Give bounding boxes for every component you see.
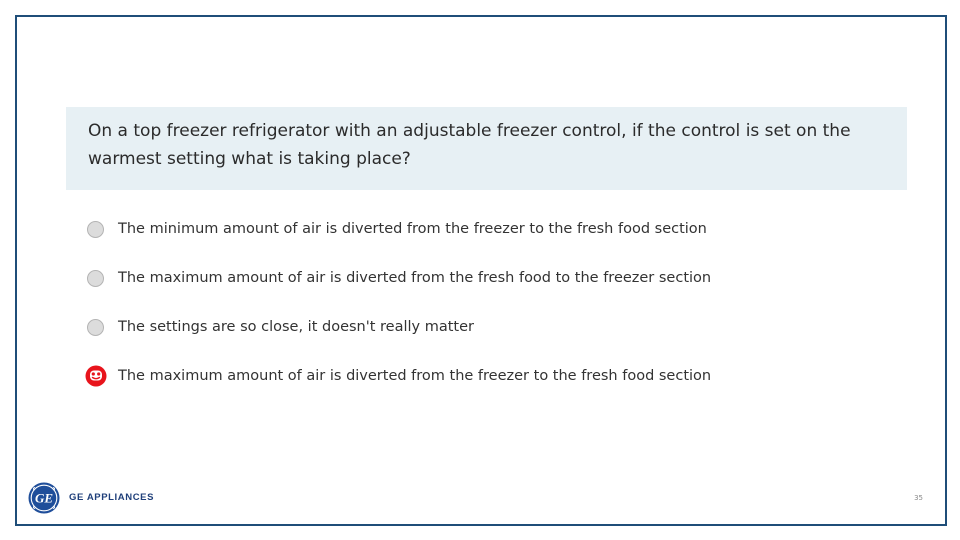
brand-name: GE APPLIANCES: [69, 492, 155, 503]
ge-logo-icon: [28, 482, 60, 514]
page-number: 35: [914, 494, 923, 502]
radio-circle-icon[interactable]: [87, 221, 104, 238]
smiley-face-icon: [84, 364, 108, 388]
radio-circle-icon[interactable]: [87, 319, 104, 336]
option-label: The settings are so close, it doesn't really matter: [118, 319, 474, 335]
option-1[interactable]: [87, 217, 707, 241]
option-label: The maximum amount of air is diverted from the fresh food to the freezer section: [118, 270, 712, 286]
option-2[interactable]: [87, 266, 711, 290]
question-text: On a top freezer refrigerator with an adjustable freezer control, if the control is set on the warmest setting what is taking place?: [88, 121, 851, 169]
question-box: [66, 107, 907, 190]
option-label: The minimum amount of air is diverted from the freezer to the fresh food section: [118, 221, 707, 237]
option-4[interactable]: [87, 364, 711, 388]
option-3[interactable]: [87, 315, 474, 339]
option-label: The maximum amount of air is diverted from the freezer to the fresh food section: [118, 368, 712, 384]
logo-monogram: GE: [34, 490, 54, 506]
radio-circle-icon[interactable]: [87, 270, 104, 287]
slide: [15, 15, 947, 526]
